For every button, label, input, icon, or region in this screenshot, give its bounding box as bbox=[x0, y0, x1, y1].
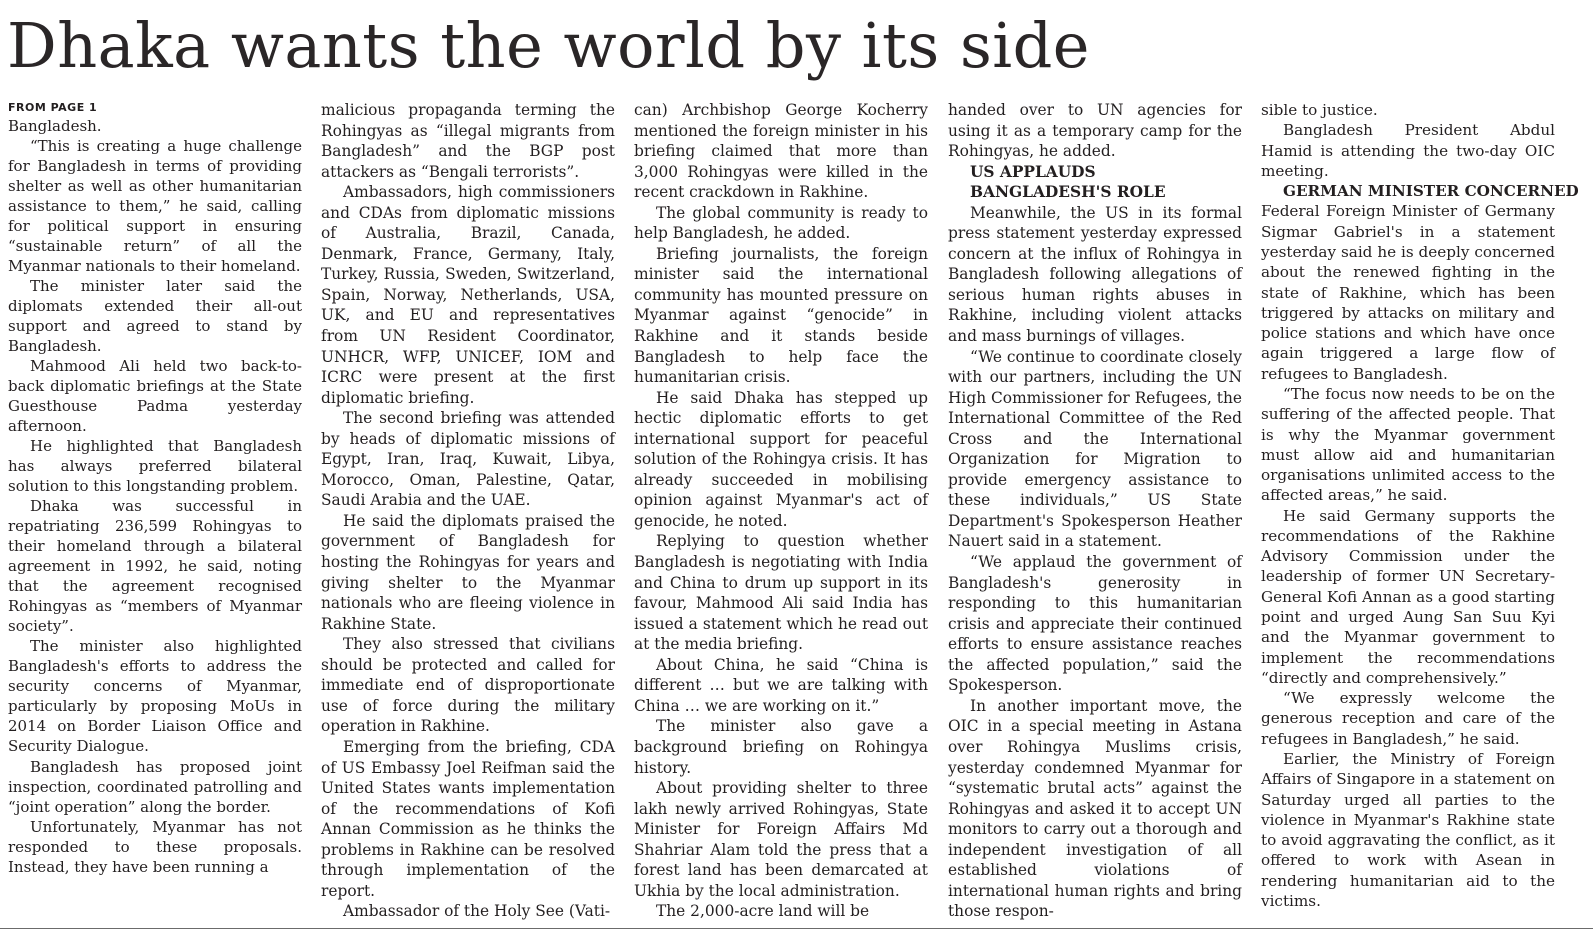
article-column-1 bbox=[8, 100, 302, 877]
paragraph: Mahmood Ali held two back-to-back diplomatic briefings at the State Guesthouse Padma yesterday afternoon. bbox=[8, 357, 302, 436]
paragraph: “We expressly welcome the generous reception and care of the refugees in Bangladesh,” he said. bbox=[1261, 689, 1555, 748]
paragraph: The minister also highlighted Bangladesh's efforts to address the security concerns of Myanmar, particularly by proposing MoUs in 2014 on Border Liaison Office and Security Dialogue. bbox=[8, 637, 302, 756]
paragraph: Emerging from the briefing, CDA of US Embassy Joel Reifman said the United States wants implementation of the recommendations of Kofi Annan Commission as he thinks the problems in Rakhine can be resolved through implementation of the report. bbox=[321, 737, 615, 900]
paragraph: He highlighted that Bangladesh has always preferred bilateral solution to this longstanding problem. bbox=[8, 437, 302, 496]
from-page-kicker: FROM PAGE 1 bbox=[8, 101, 98, 114]
paragraph: The minister also gave a background briefing on Rohingya history. bbox=[634, 717, 928, 777]
paragraph: Ambassadors, high commissioners and CDAs from diplomatic missions of Australia, Brazil, Canada, Denmark, France, Germany, Italy, Turkey, Russia, Sweden, Switzerland, Spain, Norway, Netherlands, USA, UK, and EU and representatives from UN Resident Coordinator, UNHCR, WFP, UNICEF, IOM and ICRC were present at the first diplomatic briefing. bbox=[321, 183, 615, 407]
article-column-4 bbox=[948, 100, 1242, 922]
paragraph: The second briefing was attended by heads of diplomatic missions of Egypt, Iran, Iraq, Kuwait, Libya, Morocco, Oman, Palestine, Qatar, Saudi Arabia and the UAE. bbox=[321, 409, 615, 510]
paragraph: Replying to question whether Bangladesh is negotiating with India and China to drum up support in its favour, Mahmood Ali said India has issued a statement which he read out at the media briefing. bbox=[634, 532, 928, 654]
paragraph: Meanwhile, the US in its formal press statement yesterday expressed concern at the influx of Rohingya in Bangladesh following allegations of serious human rights abuses in Rakhine, including violent attacks and mass burnings of villages. bbox=[948, 203, 1242, 346]
paragraph: can) Archbishop George Kocherry mentioned the foreign minister in his briefing claimed that more than 3,000 Rohingyas were killed in the recent crackdown in Rakhine. bbox=[634, 101, 928, 202]
bottom-rule bbox=[0, 928, 1593, 929]
subhead-us-applauds: US APPLAUDS bbox=[970, 162, 1096, 181]
paragraph: Ambassador of the Holy See (Vati- bbox=[343, 902, 611, 921]
article-column-5 bbox=[1261, 100, 1579, 911]
paragraph: The 2,000-acre land will be bbox=[656, 902, 870, 921]
article-column-3 bbox=[634, 100, 928, 922]
paragraph: Unfortunately, Myanmar has not responded to these proposals. Instead, they have been running a bbox=[8, 817, 302, 876]
paragraph: Bangladesh President Abdul Hamid is attending the two-day OIC meeting. bbox=[1261, 121, 1555, 180]
paragraph: In another important move, the OIC in a special meeting in Astana over Rohingya Muslims crisis, yesterday condemned Myanmar for “systematic brutal acts” against the Rohingyas and asked it to accept UN monitors to carry out a thorough and independent investigation of all established violations of international human rights and bring those respon- bbox=[948, 696, 1242, 921]
subhead-german-minister: GERMAN MINISTER CONCERNED bbox=[1283, 182, 1579, 201]
paragraph: He said Dhaka has stepped up hectic diplomatic efforts to get international support for peaceful solution of the Rohingya crisis. It has already succeeded in mobilising opinion against Myanmar's act of genocide, he noted. bbox=[634, 388, 928, 530]
paragraph: About providing shelter to three lakh newly arrived Rohingyas, State Minister for Foreign Affairs Md Shahriar Alam told the press that a forest land has been demarcated at Ukhia by the local administration. bbox=[634, 779, 928, 900]
paragraph: “The focus now needs to be on the suffering of the affected people. That is why the Myanmar government must allow aid and humanitarian organisations unlimited access to the affected areas,” he said. bbox=[1261, 384, 1555, 505]
paragraph: Dhaka was successful in repatriating 236,599 Rohingyas to their homeland through a bilateral agreement in 1992, he said, noting that the agreement recognised Rohingyas as “members of Myanmar society”. bbox=[8, 497, 302, 636]
subhead-bangladesh-role: BANGLADESH'S ROLE bbox=[970, 183, 1166, 202]
paragraph: “We continue to coordinate closely with our partners, including the UN High Commissioner for Refugees, the International Committee of the Red Cross and the International Organization for Migration to provide emergency assistance to these individuals,” US State Department's Spokesperson Heather Nauert said in a statement. bbox=[948, 347, 1242, 551]
paragraph: Bangladesh. bbox=[8, 117, 102, 135]
paragraph: He said Germany supports the recommendations of the Rakhine Advisory Commission under the leadership of former UN Secretary-General Kofi Annan as a good starting point and urged Aung San Suu Kyi and the Myanmar government to implement the recommendations “directly and comprehensively.” bbox=[1261, 506, 1555, 687]
paragraph: handed over to UN agencies for using it as a temporary camp for the Rohingyas, he added. bbox=[948, 101, 1242, 161]
paragraph: They also stressed that civilians should be protected and called for immediate end of disproportionate use of force during the military operation in Rakhine. bbox=[321, 635, 615, 736]
paragraph: “We applaud the government of Bangladesh's generosity in responding to this humanitarian crisis and appreciate their continued efforts to ensure assistance reaches the affected population,” said the Spokesperson. bbox=[948, 553, 1242, 695]
article-column-2 bbox=[321, 100, 615, 922]
headline: Dhaka wants the world by its side bbox=[7, 9, 1090, 82]
paragraph: sible to justice. bbox=[1261, 101, 1378, 119]
paragraph: The global community is ready to help Bangladesh, he added. bbox=[634, 203, 928, 243]
paragraph: malicious propaganda terming the Rohingyas as “illegal migrants from Bangladesh” and the BGP post attackers as “Bengali terrorists”. bbox=[321, 101, 615, 181]
paragraph: Bangladesh has proposed joint inspection, coordinated patrolling and “joint operation” along the border. bbox=[8, 757, 302, 816]
paragraph: “This is creating a huge challenge for Bangladesh in terms of providing shelter as well as other humanitarian assistance to them,” he said, calling for political support in ensuring “sustainable return” of all the Myanmar nationals to their homeland. bbox=[8, 137, 302, 276]
paragraph: About China, he said “China is different … but we are talking with China … we are working on it.” bbox=[634, 655, 928, 715]
paragraph: Briefing journalists, the foreign minister said the international community has mounted pressure on Myanmar against “genocide” in Rakhine and it stands beside Bangladesh to help face the humanitarian crisis. bbox=[634, 244, 928, 387]
paragraph: Earlier, the Ministry of Foreign Affairs of Singapore in a statement on Saturday urged all parties to the violence in Myanmar's Rakhine state to avoid aggravating the conflict, as it offered to work with Asean in rendering humanitarian aid to the victims. bbox=[1261, 750, 1555, 910]
paragraph: He said the diplomats praised the government of Bangladesh for hosting the Rohingyas for years and giving shelter to the Myanmar nationals who are fleeing violence in Rakhine State. bbox=[321, 511, 615, 633]
paragraph: The minister later said the diplomats extended their all-out support and agreed to stand by Bangladesh. bbox=[8, 277, 302, 356]
paragraph: Federal Foreign Minister of Germany Sigmar Gabriel's in a statement yesterday said he is deeply concerned about the renewed fighting in the state of Rakhine, which has been triggered by attacks on military and police stations and which have once again triggered a large flow of refugees to Bangladesh. bbox=[1261, 202, 1555, 383]
